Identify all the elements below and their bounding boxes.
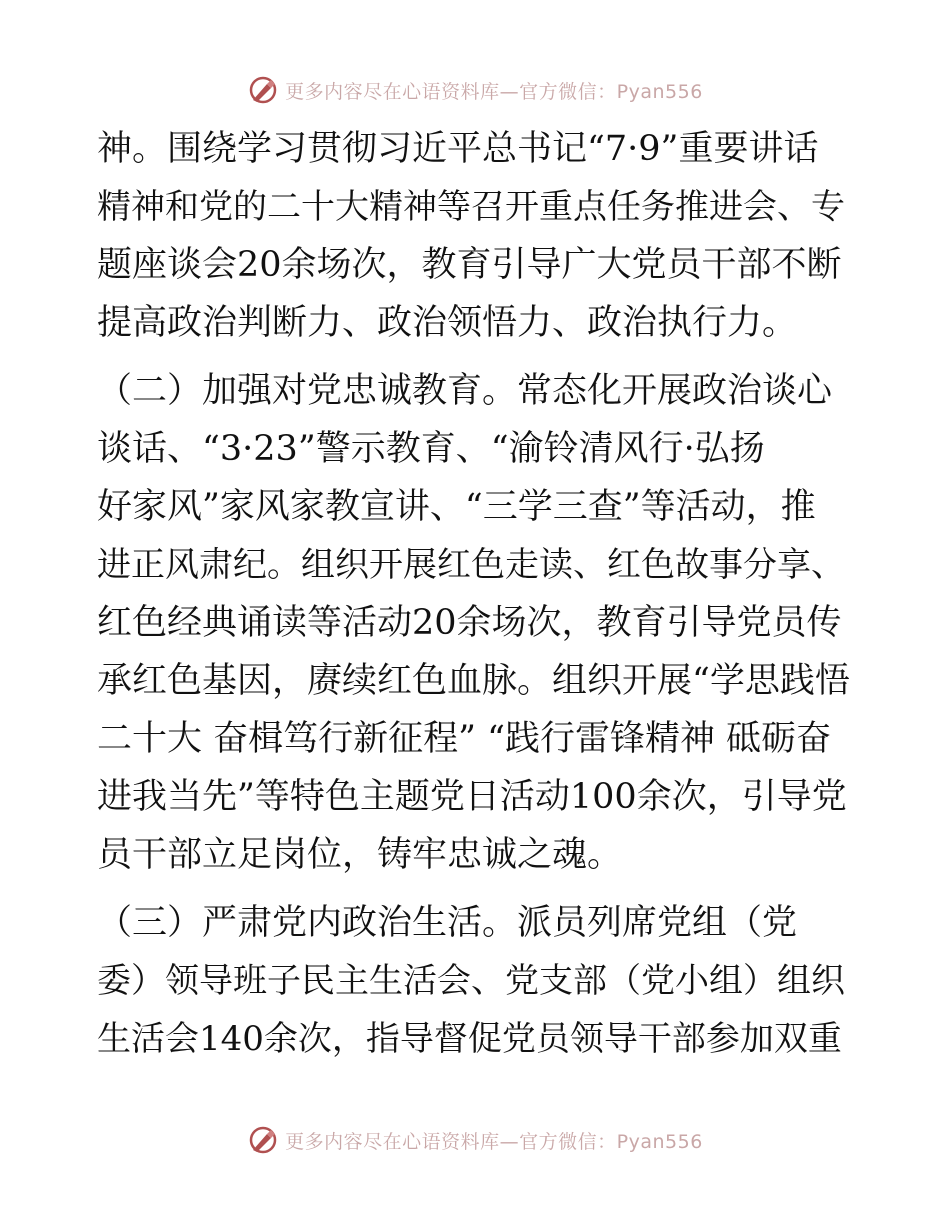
text-line: 提高政治判断力、政治领悟力、政治执行力。 bbox=[97, 303, 798, 343]
text-line: 好家风”家风家教宣讲、“三学三查”等活动，推 bbox=[97, 487, 816, 527]
text-line: 精神和党的二十大精神等召开重点任务推进会、专 bbox=[97, 187, 845, 227]
watermark-header bbox=[0, 70, 950, 110]
paragraph-3 bbox=[97, 894, 857, 1068]
text-line: 二十大 奋楫笃行新征程” “践行雷锋精神 砥砺奋 bbox=[97, 719, 832, 759]
text-line: 谈话、“3·23”警示教育、“渝铃清风行·弘扬 bbox=[97, 429, 765, 469]
text-line: （三）严肃党内政治生活。派员列席党组（党 bbox=[97, 903, 798, 943]
paragraph-1 bbox=[97, 120, 857, 352]
text-line: 承红色基因，赓续红色血脉。组织开展“学思践悟 bbox=[97, 661, 850, 701]
text-line: 红色经典诵读等活动20余场次，教育引导党员传 bbox=[97, 603, 842, 643]
watermark-footer bbox=[0, 1120, 950, 1160]
text-line: 进正风肃纪。组织开展红色走读、红色故事分享、 bbox=[97, 545, 845, 585]
pen-logo-icon bbox=[247, 1124, 279, 1156]
text-line: 题座谈会20余场次，教育引导广大党员干部不断 bbox=[97, 245, 842, 285]
watermark-text: 更多内容尽在心语资料库—官方微信：Pyan556 bbox=[285, 80, 703, 103]
text-line: 员干部立足岗位，铸牢忠诚之魂。 bbox=[97, 835, 623, 875]
text-line: （二）加强对党忠诚教育。常态化开展政治谈心 bbox=[97, 371, 833, 411]
text-line: 神。围绕学习贯彻习近平总书记“7·9”重要讲话 bbox=[97, 129, 819, 169]
text-line: 委）领导班子民主生活会、党支部（党小组）组织 bbox=[97, 961, 845, 1001]
pen-logo-icon bbox=[247, 74, 279, 106]
watermark-text: 更多内容尽在心语资料库—官方微信：Pyan556 bbox=[285, 1130, 703, 1153]
text-line: 进我当先”等特色主题党日活动100余次，引导党 bbox=[97, 777, 847, 817]
paragraph-2 bbox=[97, 362, 857, 884]
document-body bbox=[97, 120, 857, 1068]
text-line: 生活会140余次，指导督促党员领导干部参加双重 bbox=[97, 1019, 842, 1059]
